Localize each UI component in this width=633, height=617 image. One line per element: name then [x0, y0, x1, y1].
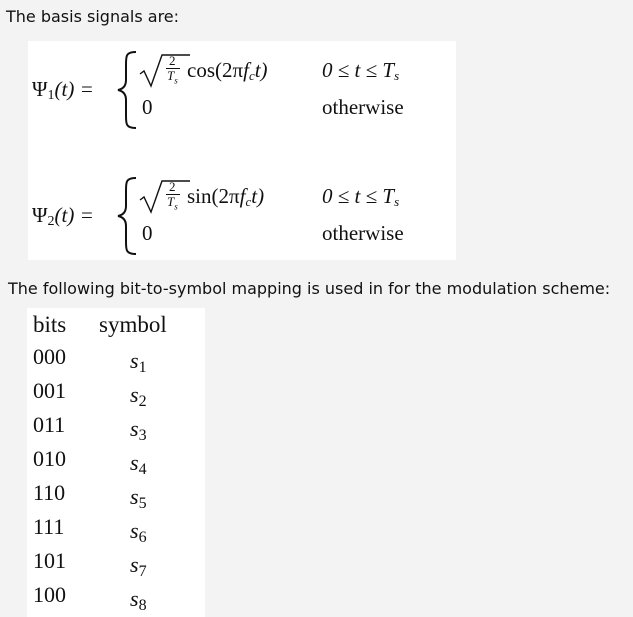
- zero-value: 0: [142, 221, 153, 245]
- otherwise-label: otherwise: [322, 221, 404, 245]
- trig-function: [187, 58, 268, 84]
- carrier-frequency-symbol: f: [239, 184, 246, 208]
- symbol-cell: [130, 416, 147, 445]
- table-row: [27, 412, 205, 446]
- lhs-argument: (t) =: [54, 203, 94, 227]
- bits-cell: 000: [33, 344, 66, 369]
- symbol-letter: s: [130, 518, 139, 543]
- symbol-subscript: 8: [138, 597, 147, 614]
- time-condition: [322, 184, 399, 210]
- symbol-letter: s: [130, 484, 139, 509]
- sqrt-icon: [138, 54, 190, 88]
- psi-symbol: Ψ: [32, 77, 48, 101]
- bits-cell: 010: [33, 446, 66, 471]
- bits-cell: 101: [33, 548, 66, 573]
- trig-function-name: sin(2π: [187, 184, 240, 208]
- symbol-subscript: 2: [138, 393, 147, 410]
- symbol-letter: s: [130, 552, 139, 577]
- mapping-table: [27, 308, 205, 617]
- left-brace-icon: [116, 50, 140, 130]
- symbol-letter: s: [130, 586, 139, 611]
- time-condition-subscript: s: [394, 194, 400, 209]
- symbol-subscript: 3: [138, 427, 147, 444]
- equation-lhs: [32, 203, 94, 230]
- fraction-den-subscript: s: [174, 201, 178, 212]
- bits-cell: 001: [33, 378, 66, 403]
- carrier-frequency-subscript: c: [248, 68, 255, 83]
- psi-subscript: 2: [47, 214, 55, 229]
- symbol-letter: s: [130, 348, 139, 373]
- symbol-subscript: 1: [138, 359, 147, 376]
- time-condition-main: 0 ≤ t ≤ T: [322, 58, 395, 82]
- trig-function: [187, 184, 264, 210]
- basis-equation-2: [28, 172, 456, 272]
- symbol-subscript: 5: [138, 495, 147, 512]
- bits-cell: 011: [33, 412, 66, 437]
- symbol-cell: [130, 382, 147, 411]
- zero-value: 0: [142, 95, 153, 119]
- equations-panel: [28, 41, 456, 260]
- intro-text: The basis signals are:: [6, 7, 180, 26]
- table-row: [27, 344, 205, 378]
- symbol-subscript: 7: [138, 563, 147, 580]
- time-condition: [322, 58, 399, 84]
- bits-cell: 111: [33, 514, 65, 539]
- trig-function-tail: t): [254, 58, 268, 82]
- table-row: [27, 514, 205, 548]
- symbol-cell: [130, 552, 147, 581]
- symbol-letter: s: [130, 382, 139, 407]
- symbol-cell: [130, 348, 147, 377]
- bits-cell: 110: [33, 480, 66, 505]
- symbol-letter: s: [130, 450, 139, 475]
- symbol-cell: [130, 586, 147, 615]
- bits-cell: 100: [33, 582, 66, 607]
- time-condition-subscript: s: [394, 68, 400, 83]
- fraction-numerator: 2: [169, 53, 176, 68]
- table-row: [27, 446, 205, 480]
- column-header-bits: bits: [33, 312, 67, 337]
- symbol-cell: [130, 484, 147, 513]
- basis-equation-1: [28, 46, 456, 146]
- mapping-intro-text: The following bit-to-symbol mapping is used in for the modulation scheme:: [8, 279, 611, 298]
- table-row: [27, 582, 205, 616]
- symbol-cell: [130, 450, 147, 479]
- table-row: [27, 480, 205, 514]
- equation-lhs: [32, 77, 94, 104]
- fraction-den-symbol: T: [167, 194, 175, 209]
- otherwise-label: otherwise: [322, 95, 404, 119]
- fraction-den-subscript: s: [174, 75, 178, 86]
- lhs-argument: (t) =: [54, 77, 94, 101]
- table-row: [27, 378, 205, 412]
- fraction-den-symbol: T: [167, 68, 175, 83]
- psi-symbol: Ψ: [32, 203, 48, 227]
- psi-subscript: 1: [47, 88, 55, 103]
- column-header-symbol: symbol: [99, 312, 167, 337]
- symbol-subscript: 4: [138, 461, 147, 478]
- trig-function-name: cos(2π: [187, 58, 244, 82]
- time-condition-main: 0 ≤ t ≤ T: [322, 184, 395, 208]
- trig-function-tail: t): [251, 184, 265, 208]
- carrier-frequency-symbol: f: [243, 58, 249, 82]
- fraction-denominator: [167, 68, 178, 86]
- fraction-numerator: 2: [169, 179, 176, 194]
- left-brace-icon: [116, 176, 140, 256]
- symbol-cell: [130, 518, 147, 547]
- table-row: [27, 548, 205, 582]
- sqrt-icon: [138, 180, 190, 214]
- fraction-denominator: [167, 194, 178, 212]
- symbol-letter: s: [130, 416, 139, 441]
- symbol-subscript: 6: [138, 529, 147, 546]
- carrier-frequency-subscript: c: [245, 194, 252, 209]
